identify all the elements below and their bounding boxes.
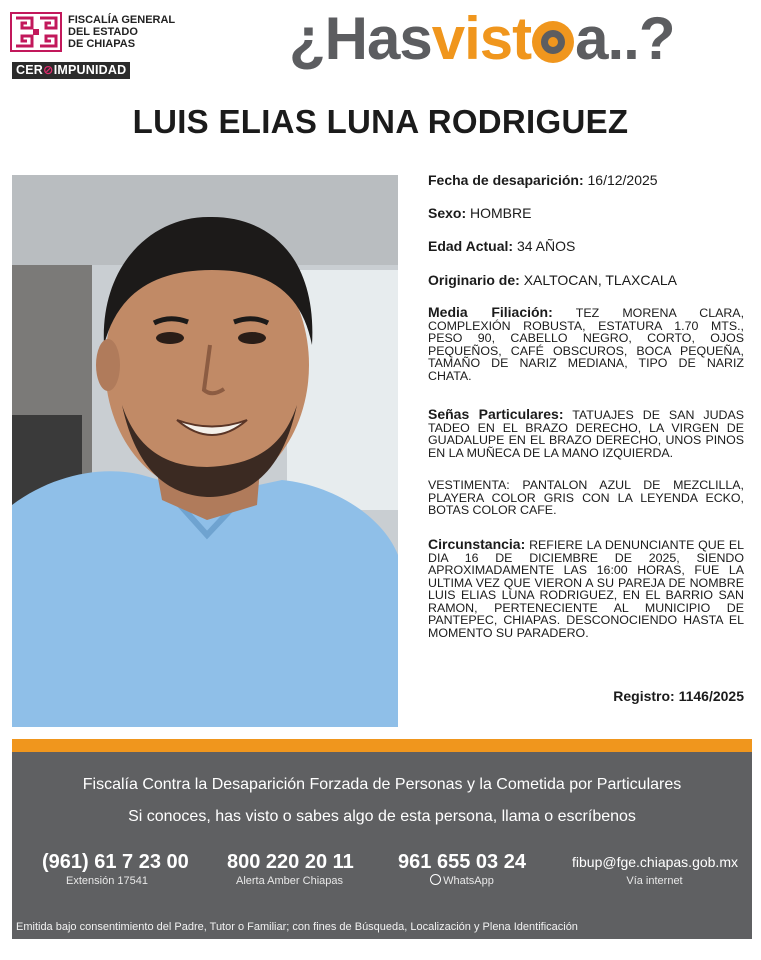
contact-whatsapp-caption-wrap <box>397 874 527 888</box>
distinguishing-marks <box>428 408 744 459</box>
origin-value: XALTOCAN, TLAXCALA <box>523 272 677 288</box>
cero-prefix: CER <box>16 63 43 77</box>
sex-value: HOMBRE <box>470 205 532 221</box>
circumstance <box>428 538 744 639</box>
agency-name <box>68 14 175 50</box>
eye-icon <box>532 21 574 63</box>
disappearance-date-row <box>428 172 744 188</box>
contact-whatsapp[interactable] <box>397 850 527 888</box>
distinguishing-marks-value: TATUAJES DE SAN JUDAS TADEO EN EL BRAZO DERECHO, LA VIRGEN DE GUADALUPE EN EL BRAZO DERECHO, UNOS PINOS EN LA MUÑECA DE LA MANO IZQUIERDA. <box>428 408 745 460</box>
origin-label: Originario de: <box>428 272 520 288</box>
age-row <box>428 238 744 254</box>
registry-label: Registro: <box>613 688 675 704</box>
circumstance-label: Circunstancia: <box>428 536 526 552</box>
person-name: LUIS ELIAS LUNA RODRIGUEZ <box>132 103 629 140</box>
origin-row <box>428 272 744 288</box>
registry-number <box>428 688 744 704</box>
campaign-part-2: vist <box>431 5 532 72</box>
person-photo-illustration <box>12 175 398 727</box>
contact-phone-main[interactable] <box>42 850 189 888</box>
physical-description <box>428 306 744 382</box>
whatsapp-icon <box>430 874 441 885</box>
person-photo <box>12 175 398 727</box>
contact-email-caption: Vía internet <box>626 875 683 887</box>
disappearance-date-label: Fecha de desaparición: <box>428 172 584 188</box>
circumstance-value: REFIERE LA DENUNCIANTE QUE EL DIA 16 DE DICIEMBRE DE 2025, SIENDO APROXIMADAMENTE LAS 16:00 HORAS, FUE LA ULTIMA VEZ QUE VIERON A SU PAREJA DE NOMBRE LUIS ELIAS LUNA RODRIGUEZ, EN EL BARRIO SAN RAMON, PERTENECIENTE AL MUNICIPIO DE PANTEPEC, CHIAPAS. DESCONOCIENDO HASTA EL MOMENTO SU PARADERO. <box>428 538 744 640</box>
orange-divider <box>12 739 752 752</box>
sex-label: Sexo: <box>428 205 467 221</box>
disappearance-date-value: 16/12/2025 <box>587 172 658 188</box>
age-value: 34 AÑOS <box>516 238 576 254</box>
cero-o-icon: ⊘ <box>43 63 54 77</box>
contact-amber-alert-value[interactable]: 800 220 20 11 <box>227 851 354 873</box>
contact-phone-main-value[interactable]: (961) 61 7 23 00 <box>42 851 189 873</box>
physical-description-value: TEZ MORENA CLARA, COMPLEXIÓN ROBUSTA, ESTATURA 1.70 MTS., PESO 90, CABELLO NEGRO, CORTO, OJOS PEQUEÑOS, CAFÉ OBSCUROS, BOCA PEQUEÑA, TAMAÑO DE NARIZ MEDIANA, TIPO DE NARIZ CHATA. <box>428 306 745 383</box>
campaign-part-3: a..? <box>575 5 675 72</box>
contact-amber-alert-caption: Alerta Amber Chiapas <box>236 875 343 887</box>
cero-impunidad-badge <box>12 62 130 79</box>
sex-row <box>428 205 744 221</box>
agency-line: DEL ESTADO <box>68 26 138 38</box>
contact-email-value[interactable]: fibup@fge.chiapas.gob.mx <box>572 854 738 870</box>
agency-line: FISCALÍA GENERAL <box>68 14 176 26</box>
campaign-logo <box>289 2 674 76</box>
distinguishing-marks-label: Señas Particulares: <box>428 406 564 422</box>
contact-phone-main-caption: Extensión 17541 <box>66 875 148 887</box>
contact-amber-alert[interactable] <box>227 850 352 888</box>
agency-line: DE CHIAPAS <box>68 38 136 50</box>
fiscalia-logo-icon <box>10 12 62 52</box>
footer-title: Fiscalía Contra la Desaparición Forzada de Personas y la Cometida por Particulares <box>82 776 682 793</box>
clothing-description: VESTIMENTA: PANTALON AZUL DE MEZCLILLA, PLAYERA COLOR GRIS CON LA LEYENDA ECKO, BOTAS COLOR CAFE. <box>428 478 744 517</box>
footer-subtitle: Si conoces, has visto o sabes algo de esta persona, llama o escríbenos <box>128 808 636 825</box>
registry-value: 1146/2025 <box>678 688 744 704</box>
physical-description-label: Media Filiación: <box>428 304 553 320</box>
consent-disclaimer: Emitida bajo consentimiento del Padre, Tutor o Familiar; con fines de Búsqueda, Localización y Plena Identificación <box>16 921 578 933</box>
contact-whatsapp-caption: WhatsApp <box>443 875 494 887</box>
contact-email[interactable] <box>572 850 737 888</box>
contact-footer <box>12 752 752 939</box>
campaign-part-1: ¿Has <box>289 5 432 72</box>
age-label: Edad Actual: <box>428 238 514 254</box>
contact-whatsapp-value[interactable]: 961 655 03 24 <box>398 851 526 873</box>
cero-suffix: IMPUNIDAD <box>53 63 127 77</box>
